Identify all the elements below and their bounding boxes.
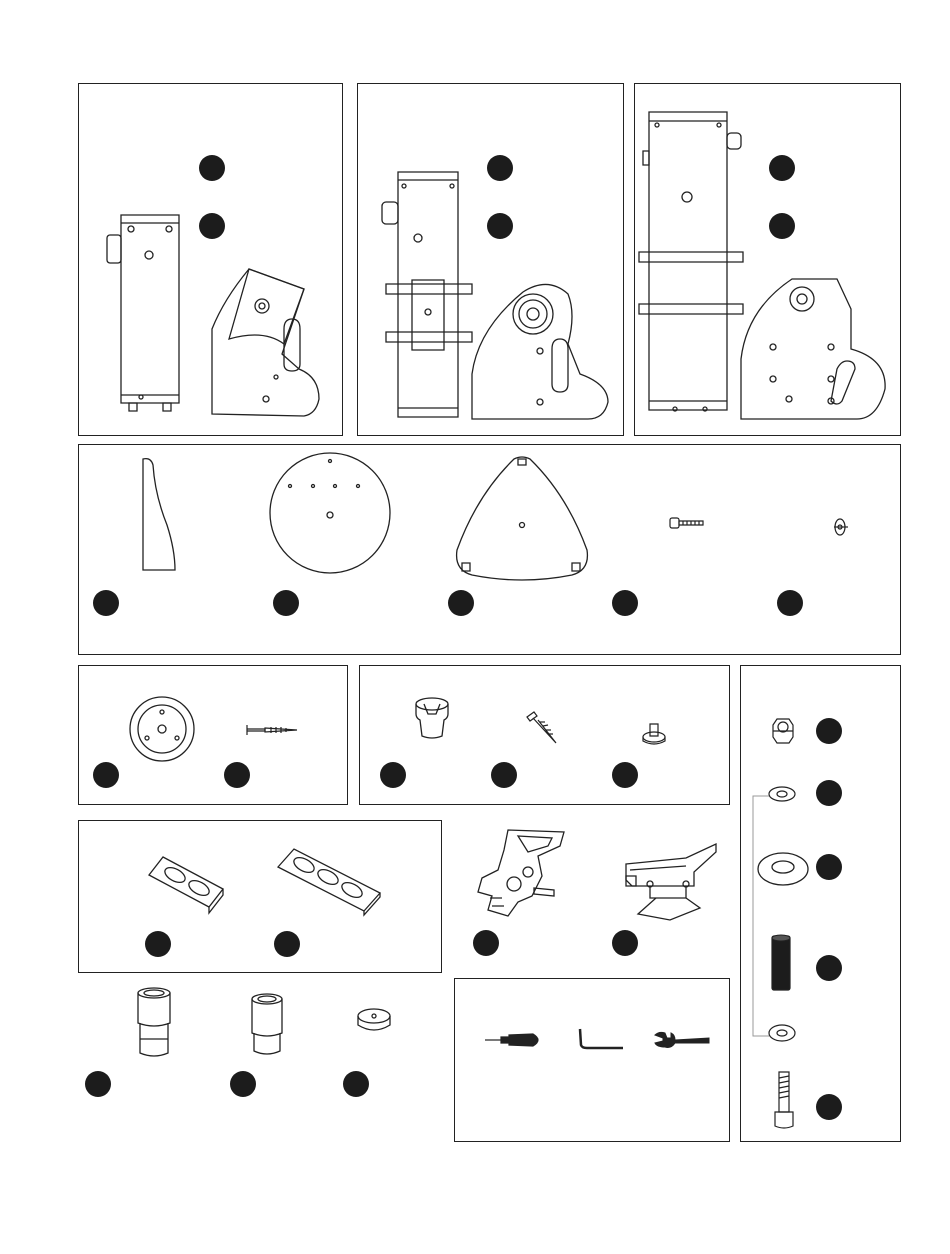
part-marker (612, 762, 638, 788)
second-small-washer-illustration (767, 1022, 797, 1044)
eyepiece-long-illustration (134, 987, 174, 1059)
long-wood-screw-illustration (245, 724, 299, 736)
part-marker (487, 155, 513, 181)
part-marker (199, 213, 225, 239)
panel-large-telescope (634, 83, 901, 436)
part-marker (199, 155, 225, 181)
part-marker (93, 762, 119, 788)
panel-base-components (78, 444, 901, 655)
bearing-disc-illustration (127, 694, 197, 764)
part-marker (816, 955, 842, 981)
part-marker (487, 213, 513, 239)
cam-screw-illustration (669, 517, 705, 529)
panel-mount-hardware (740, 665, 901, 1142)
front-panel-illustration (139, 455, 184, 575)
small-washer-illustration (767, 785, 797, 803)
part-marker (273, 590, 299, 616)
optical-tube-small-illustration (101, 209, 191, 419)
dust-cap-illustration (355, 1007, 393, 1037)
part-marker (777, 590, 803, 616)
part-marker (380, 762, 406, 788)
spacer-sleeve-illustration (769, 934, 793, 994)
part-marker (230, 1071, 256, 1097)
eyepiece-tray-two-hole-illustration (147, 853, 229, 915)
part-marker (816, 854, 842, 880)
cam-lock-illustration (832, 515, 850, 539)
lock-nut-illustration (771, 715, 795, 747)
red-dot-finder-illustration (468, 826, 568, 922)
panel-bearing (78, 665, 348, 805)
part-marker (473, 930, 499, 956)
panel-eyepiece-trays (78, 820, 442, 973)
wrench-illustration (653, 1029, 711, 1051)
eyepiece-tray-three-hole-illustration (276, 847, 384, 917)
eyepiece-short-illustration (247, 993, 287, 1057)
knob-bolt-illustration (640, 722, 668, 746)
part-marker (93, 590, 119, 616)
optical-tube-medium-illustration (368, 172, 478, 422)
panel-tools (454, 978, 730, 1142)
part-marker (343, 1071, 369, 1097)
panel-small-telescope (78, 83, 343, 436)
dobsonian-base-side-small-illustration (204, 259, 334, 419)
part-marker (85, 1071, 111, 1097)
hex-key-illustration (577, 1027, 625, 1051)
round-base-plate-illustration (265, 451, 395, 575)
part-marker (145, 931, 171, 957)
part-marker (612, 590, 638, 616)
screwdriver-illustration (483, 1031, 545, 1049)
part-marker (816, 780, 842, 806)
dobsonian-base-side-medium-illustration (468, 274, 613, 424)
hex-bolt-illustration (773, 1070, 795, 1130)
dobsonian-base-side-large-illustration (737, 269, 892, 424)
finder-bracket-illustration (620, 840, 720, 922)
panel-medium-telescope (357, 83, 624, 436)
part-marker (769, 155, 795, 181)
part-marker (274, 931, 300, 957)
part-marker (769, 213, 795, 239)
part-marker (448, 590, 474, 616)
short-wood-screw-illustration (524, 710, 562, 746)
panel-feet-hardware (359, 665, 730, 805)
rubber-foot-illustration (412, 696, 452, 741)
part-marker (491, 762, 517, 788)
part-marker (224, 762, 250, 788)
part-marker (612, 930, 638, 956)
assembly-bracket-line (751, 794, 771, 1038)
part-marker (816, 718, 842, 744)
part-marker (816, 1094, 842, 1120)
triangular-base-plate-illustration (452, 455, 592, 583)
